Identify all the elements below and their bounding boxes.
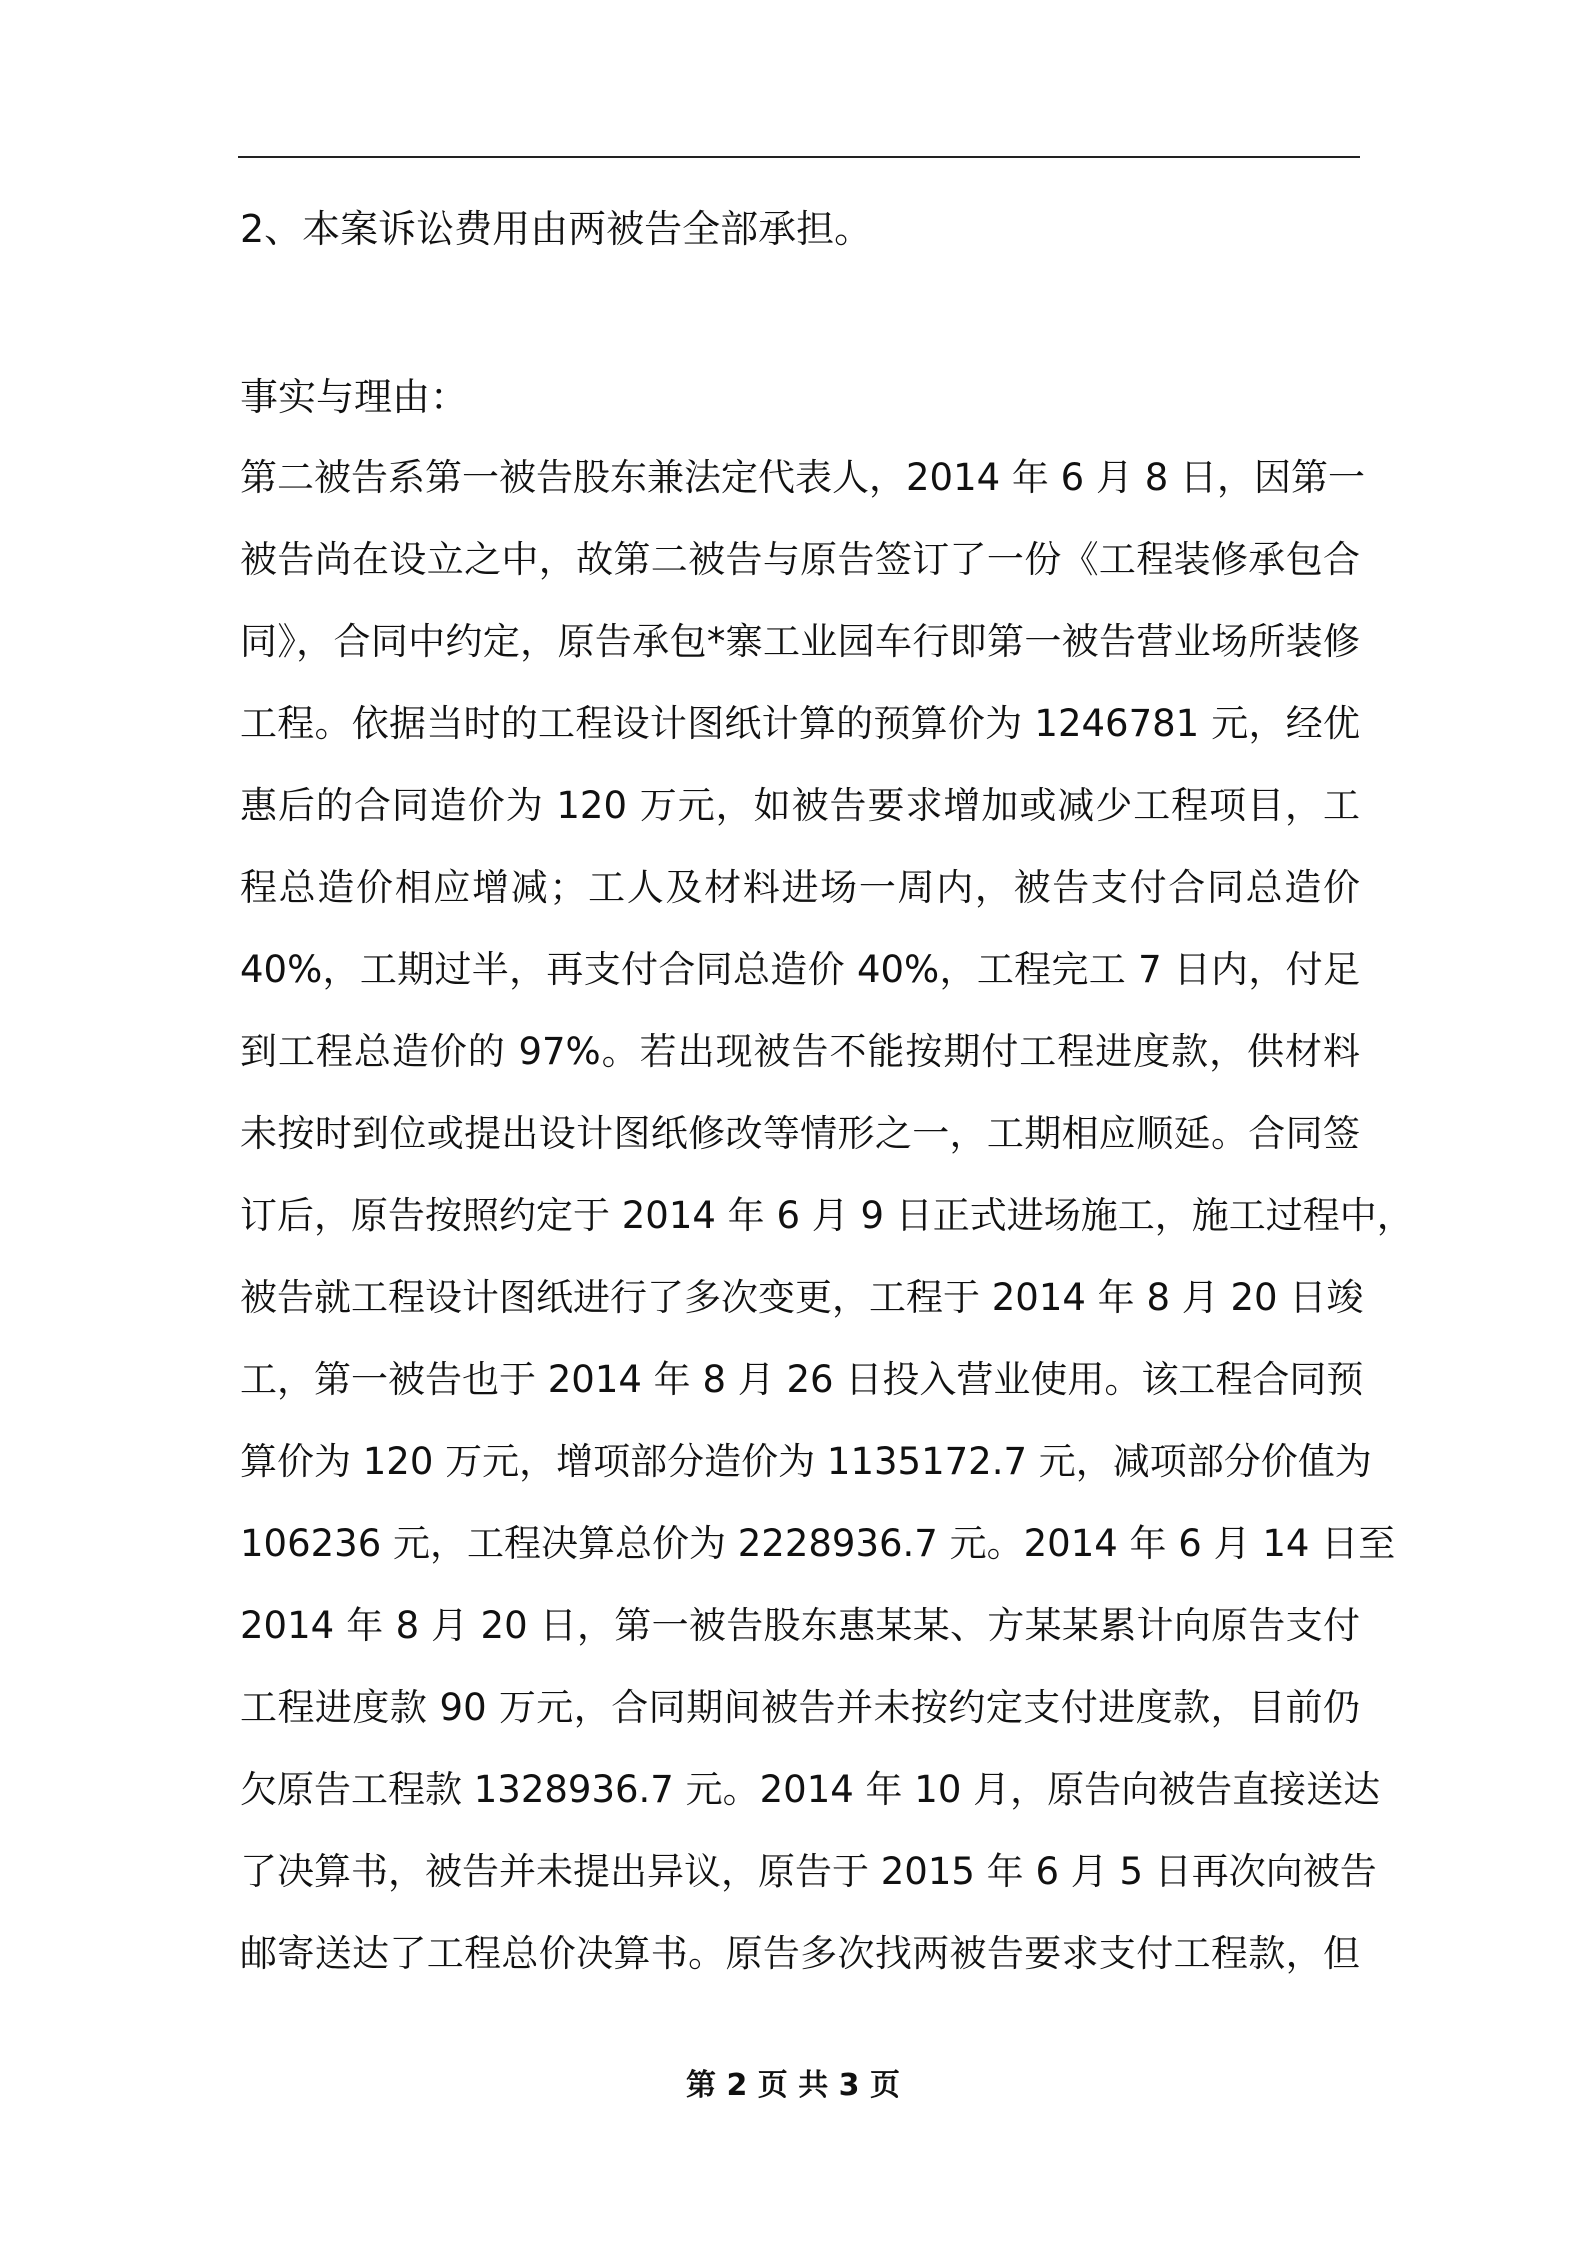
body-line: 40%，工期过半，再支付合同总造价 40%，工程完工 7 日内，付足 <box>240 948 1360 991</box>
body-line: 2014 年 8 月 20 日，第一被告股东惠某某、方某某累计向原告支付 <box>240 1604 1360 1647</box>
body-paragraph <box>240 447 1414 2005</box>
section-heading: 事实与理由： <box>240 375 469 419</box>
claim-item: 2、本案诉讼费用由两被告全部承担。 <box>240 207 873 251</box>
body-line: 了决算书，被告并未提出异议，原告于 2015 年 6 月 5 日再次向被告 <box>240 1850 1377 1893</box>
body-line: 工程进度款 90 万元，合同期间被告并未按约定支付进度款，目前仍 <box>240 1686 1360 1729</box>
body-line: 算价为 120 万元，增项部分造价为 1135172.7 元，减项部分价值为 <box>240 1440 1372 1483</box>
body-line: 到工程总造价的 97%。若出现被告不能按期付工程进度款，供材料 <box>240 1030 1360 1073</box>
body-line: 同》，合同中约定，原告承包*寨工业园车行即第一被告营业场所装修 <box>240 620 1360 663</box>
body-line: 106236 元，工程决算总价为 2228936.7 元。2014 年 6 月 14 日至 <box>240 1522 1396 1565</box>
header-rule <box>238 156 1360 158</box>
body-line: 第二被告系第一被告股东兼法定代表人，2014 年 6 月 8 日，因第一 <box>240 456 1366 499</box>
body-line: 程总造价相应增减；工人及材料进场一周内，被告支付合同总造价 <box>240 866 1360 909</box>
body-line: 订后，原告按照约定于 2014 年 6 月 9 日正式进场施工，施工过程中， <box>240 1194 1414 1237</box>
body-line: 惠后的合同造价为 120 万元，如被告要求增加或减少工程项目，工 <box>240 784 1360 827</box>
body-line: 被告就工程设计图纸进行了多次变更，工程于 2014 年 8 月 20 日竣 <box>240 1276 1364 1319</box>
body-line: 邮寄送达了工程总价决算书。原告多次找两被告要求支付工程款，但 <box>240 1932 1360 1975</box>
body-line: 工程。依据当时的工程设计图纸计算的预算价为 1246781 元，经优 <box>240 702 1360 745</box>
body-line: 欠原告工程款 1328936.7 元。2014 年 10 月，原告向被告直接送达 <box>240 1768 1381 1811</box>
body-line: 工，第一被告也于 2014 年 8 月 26 日投入营业使用。该工程合同预 <box>240 1358 1364 1401</box>
body-line: 被告尚在设立之中，故第二被告与原告签订了一份《工程装修承包合 <box>240 538 1360 581</box>
body-line: 未按时到位或提出设计图纸修改等情形之一，工期相应顺延。合同签 <box>240 1112 1360 1155</box>
page-footer: 第 2 页 共 3 页 <box>686 2068 900 2103</box>
